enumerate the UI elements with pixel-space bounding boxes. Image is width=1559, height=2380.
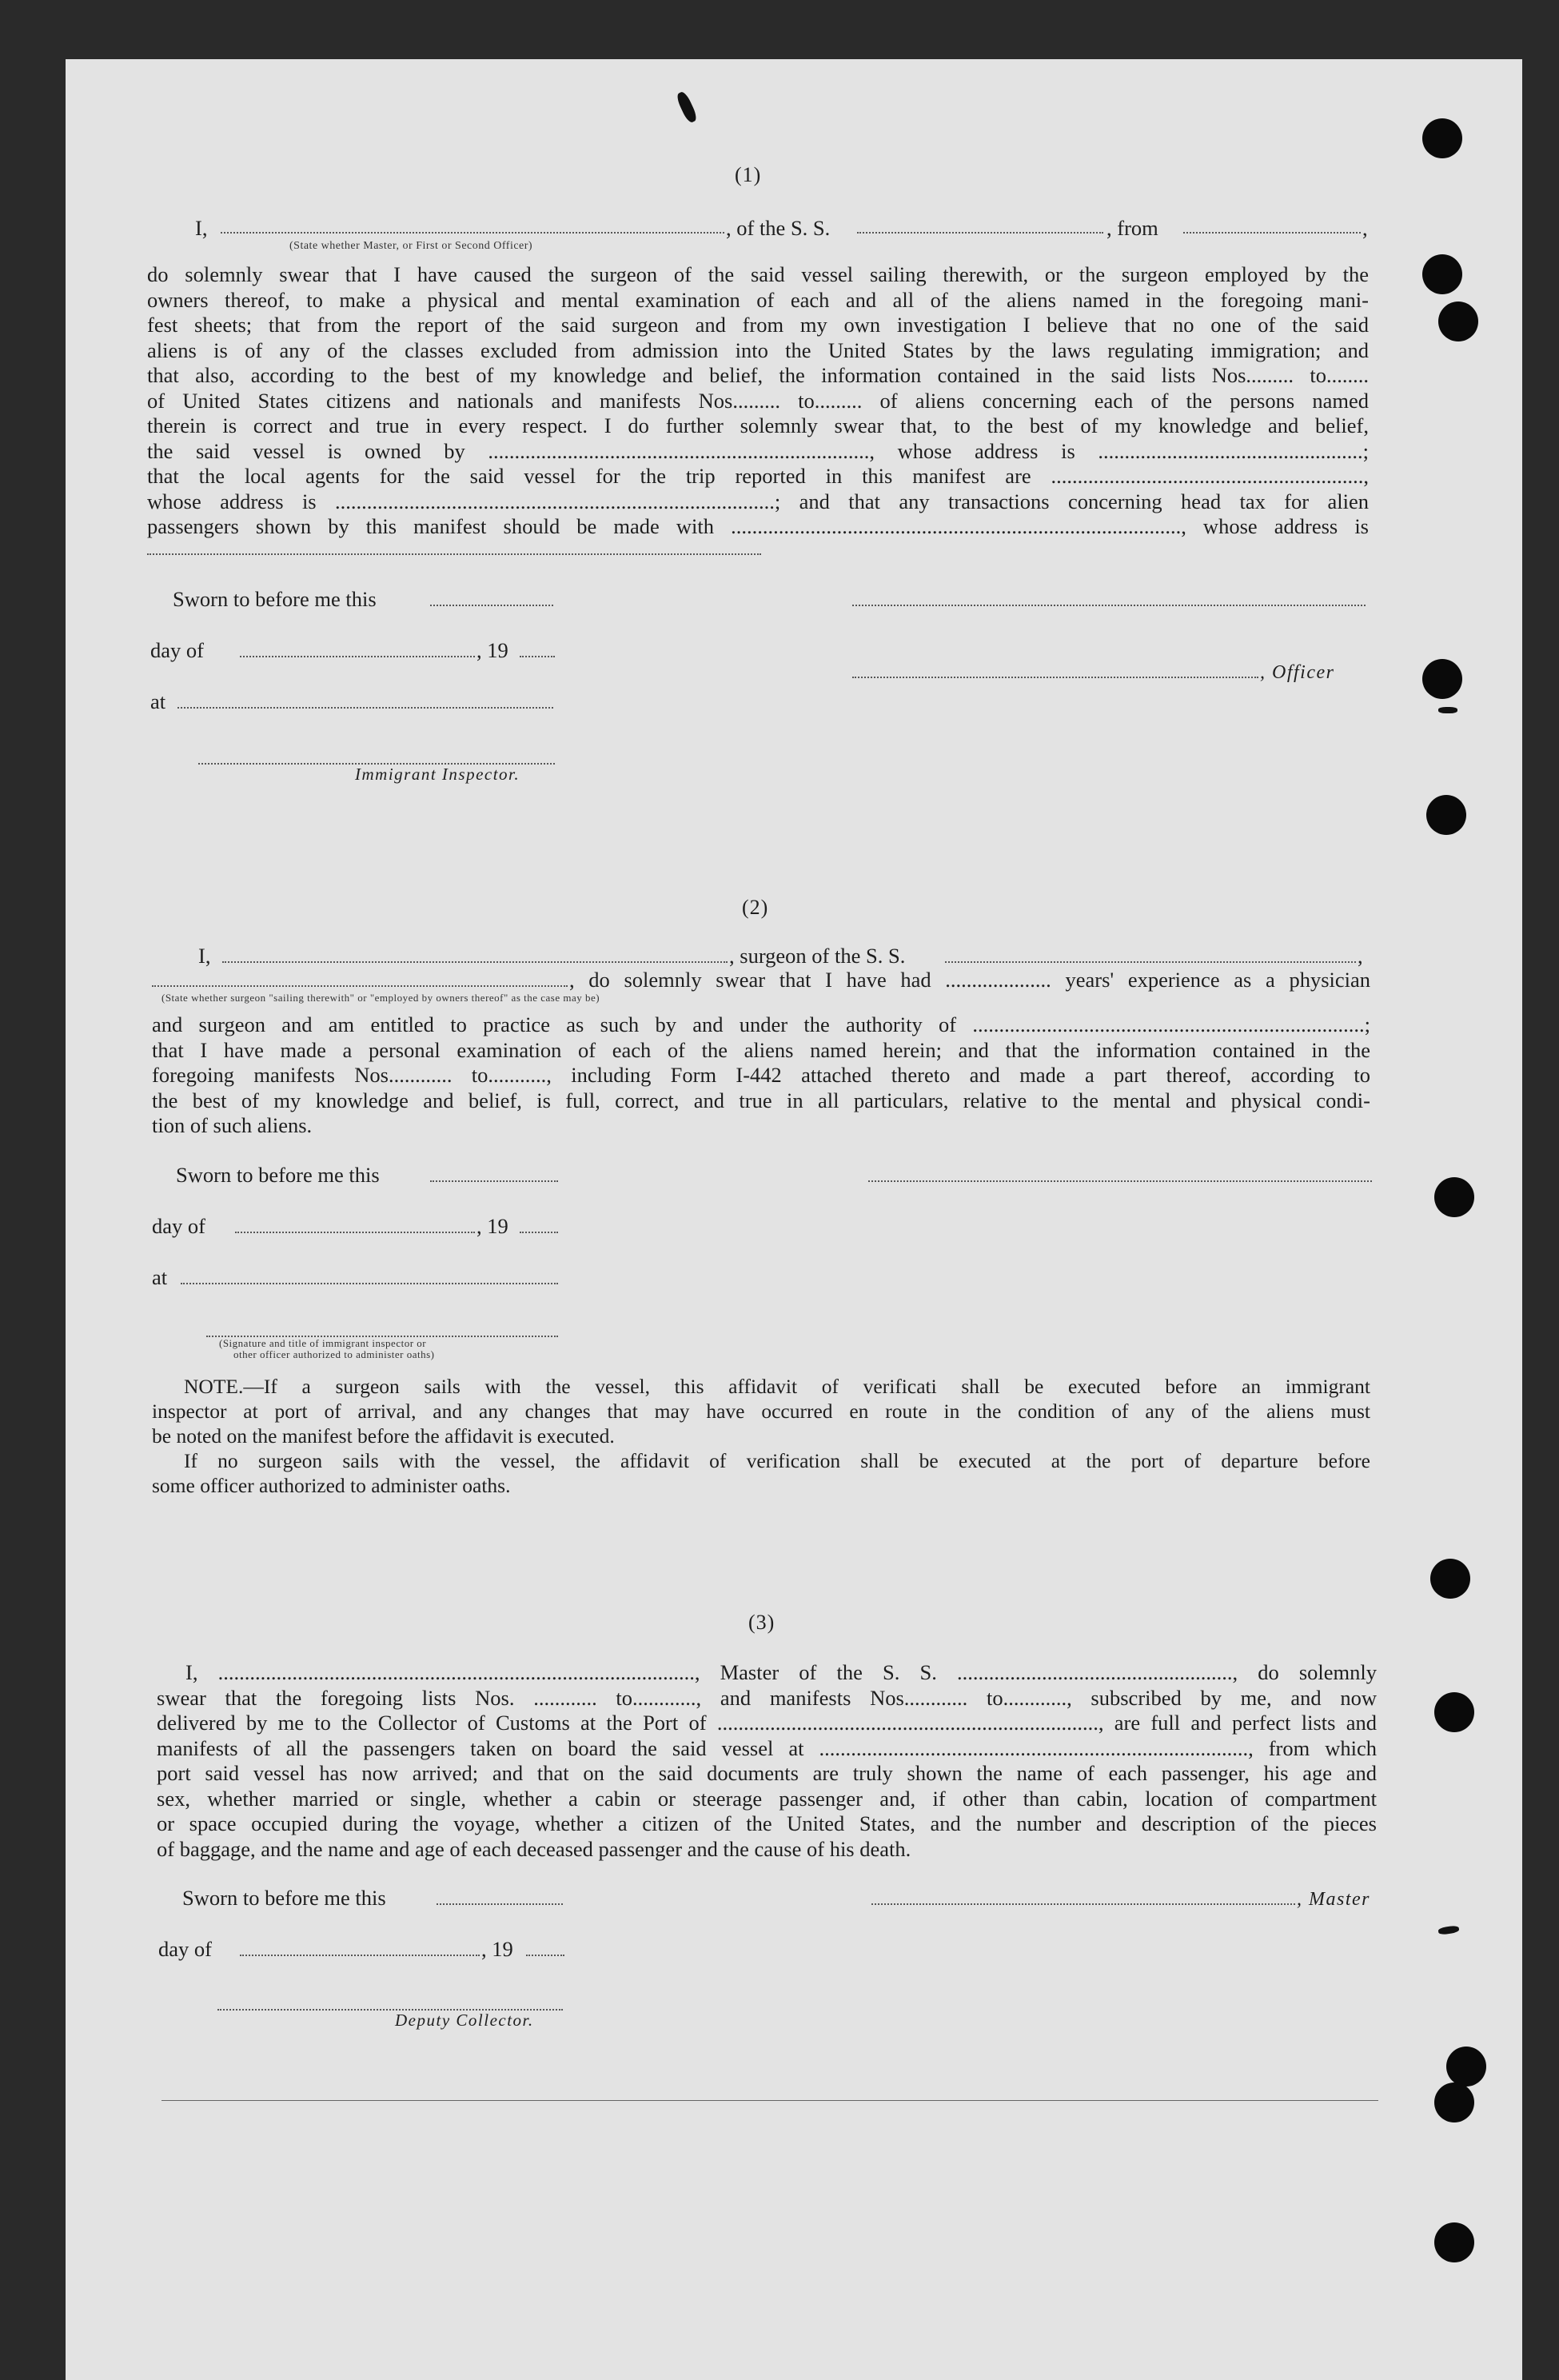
surgeon-vessel-field[interactable] — [945, 947, 1356, 963]
surgeon-signature-field[interactable] — [868, 1166, 1372, 1182]
oath-line: swear that the foregoing lists Nos. ............ to............, and manifests Nos............ to............, subscribed by me, and now — [157, 1685, 1377, 1710]
oath-line: that also, according to the best of my knowledge and belief, the information contained in the said lists Nos......... to........ — [147, 363, 1369, 387]
place-field[interactable] — [177, 693, 553, 709]
punch-hole — [1434, 1692, 1474, 1732]
master-label: , Master — [1297, 1889, 1370, 1910]
punch-hole — [1434, 2222, 1474, 2262]
heading-comma: , — [1362, 216, 1368, 240]
note-line: some officer authorized to administer oaths. — [152, 1474, 511, 1497]
sworn-label: Sworn to before me this — [176, 1163, 380, 1187]
master-signature-field[interactable] — [871, 1889, 1295, 1905]
at-label: at — [152, 1265, 168, 1289]
punch-hole — [1426, 795, 1466, 835]
vessel-name-field[interactable] — [857, 218, 1103, 234]
surgeon-experience-line: , do solemnly swear that I have had .................... years' experience as a physician — [569, 968, 1370, 992]
oath-line: or space occupied during the voyage, whether a citizen of the United States, and the number and description of the pieces — [157, 1811, 1377, 1835]
manifest-sheet — [66, 59, 1522, 2380]
note-paragraph — [152, 1374, 1370, 1498]
collector-label: Deputy Collector. — [395, 2011, 534, 2030]
at-label: at — [150, 689, 166, 713]
day-of-label: day of — [150, 638, 204, 662]
agent-address-continuation-field[interactable] — [147, 539, 761, 555]
note-line: NOTE.—If a surgeon sails with the vessel, this affidavit of verificati shall be executed before an immigrant — [184, 1375, 1370, 1398]
year-field[interactable] — [526, 1940, 564, 1956]
year-label: , 19 — [476, 1214, 508, 1238]
bottom-rule — [161, 2100, 1378, 2101]
surgeon-of-ss-label: , surgeon of the S. S. — [729, 944, 906, 968]
oath-line: of United States citizens and nationals and manifests Nos......... to......... of aliens concerning each of the persons named — [147, 388, 1369, 413]
oath-paragraph-1 — [147, 262, 1369, 540]
oath-line: whose address is ...................................................................................; and that any transactions concerning head tax for alien — [147, 489, 1369, 513]
sworn-date-field[interactable] — [430, 590, 553, 606]
day-of-label: day of — [158, 1937, 212, 1961]
collector-signature-field[interactable] — [217, 1995, 563, 2011]
oath-line: manifests of all the passengers taken on board the said vessel at ................................................................................., from which — [157, 1735, 1377, 1760]
oath-line: and surgeon and am entitled to practice as such by and under the authority of ..........................................................................; — [152, 1012, 1370, 1036]
oath-line: aliens is of any of the classes excluded from admission into the United States by the laws regulating immigration; and — [147, 337, 1369, 362]
oath-line: owners thereof, to make a physical and mental examination of each and all of the aliens named in the foregoing mani- — [147, 287, 1369, 312]
from-port-field[interactable] — [1183, 218, 1361, 234]
punch-hole — [1438, 301, 1478, 341]
oath-line: tion of such aliens. — [152, 1113, 313, 1137]
officer-name-field[interactable] — [852, 662, 1258, 678]
sworn-label: Sworn to before me this — [173, 587, 377, 611]
oath-line: therein is correct and true in every respect. I do further solemnly swear that, to the best of my knowledge and belief, — [147, 413, 1369, 437]
punch-hole — [1434, 1177, 1474, 1217]
punch-hole — [1422, 659, 1462, 699]
surgeon-i-text: I, — [198, 944, 211, 968]
surgeon-name-field[interactable] — [222, 947, 728, 963]
oath-line: I, .........................................................................................., Master of the S. S. ...................................................., do solemnly — [185, 1660, 1377, 1684]
ink-mark — [675, 90, 699, 124]
oath-line: port said vessel has now arrived; and that on the said documents are truly shown the name of each passenger, his age and — [157, 1761, 1377, 1785]
heading-comma: , — [1358, 944, 1363, 968]
officer-label: , Officer — [1260, 662, 1335, 683]
oath-line: fest sheets; that from the report of the said surgeon and from my own investigation I believe that no one of the said — [147, 313, 1369, 337]
oath-line: foregoing manifests Nos............ to..........., including Form I-442 attached thereto and made a part thereof, according to — [152, 1063, 1370, 1087]
sworn-date-field[interactable] — [430, 1166, 558, 1182]
oath-line: that I have made a personal examination of each of the aliens named herein; and that the information contained in the — [152, 1037, 1370, 1062]
officer-rank-caption: (State whether Master, or First or Second Officer) — [289, 240, 533, 252]
year-label: , 19 — [481, 1937, 513, 1961]
sworn-date-field[interactable] — [437, 1889, 563, 1905]
punch-hole — [1422, 118, 1462, 158]
officer-rank-field[interactable] — [221, 218, 724, 234]
punch-hole — [1430, 1559, 1470, 1599]
oath-i-text: I, — [195, 216, 208, 240]
oath-heading-line — [195, 216, 207, 242]
oath-line: delivered by me to the Collector of Customs at the Port of ........................................................................, are full and perfect lists and — [157, 1711, 1377, 1735]
month-field[interactable] — [240, 1940, 480, 1956]
surgeon-paragraph — [152, 1012, 1370, 1139]
of-ss-label: , of the S. S. — [726, 216, 831, 240]
inspector-signature-field[interactable] — [206, 1321, 558, 1337]
ink-mark — [1438, 707, 1457, 713]
month-field[interactable] — [235, 1217, 475, 1233]
surgeon-status-caption: (State whether surgeon "sailing therewith" or "employed by owners thereof" as the case may be) — [161, 992, 600, 1004]
note-line: be noted on the manifest before the affidavit is executed. — [152, 1424, 615, 1448]
section-number: (2) — [742, 896, 769, 919]
sworn-label: Sworn to before me this — [182, 1886, 386, 1910]
surgeon-status-field[interactable] — [152, 971, 568, 987]
signature-caption-line-2: other officer authorized to administer oaths) — [233, 1348, 435, 1360]
punch-hole — [1446, 2047, 1486, 2086]
oath-line: of baggage, and the name and age of each deceased passenger and the cause of his death. — [157, 1836, 911, 1861]
oath-line: passengers shown by this manifest should be made with ....................................................................................., whose address is — [147, 514, 1369, 538]
officer-signature-field[interactable] — [852, 590, 1366, 606]
year-label: , 19 — [476, 638, 508, 662]
punch-hole — [1434, 2082, 1474, 2122]
oath-line: do solemnly swear that I have caused the surgeon of the said vessel sailing therewith, or the surgeon employed by the — [147, 262, 1369, 286]
signature-caption-line-1: (Signature and title of immigrant inspector or — [219, 1337, 427, 1349]
punch-hole — [1422, 254, 1462, 294]
oath-line: the best of my knowledge and belief, is full, correct, and true in all particulars, relative to the mental and physical condi- — [152, 1088, 1370, 1112]
year-field[interactable] — [520, 641, 555, 657]
master-paragraph — [157, 1660, 1377, 1862]
place-field[interactable] — [181, 1268, 558, 1284]
ink-mark — [1438, 1925, 1460, 1935]
month-field[interactable] — [240, 641, 475, 657]
inspector-signature-field[interactable] — [198, 749, 555, 765]
from-label: , from — [1106, 216, 1158, 240]
note-line: inspector at port of arrival, and any changes that may have occurred en route in the condition of any of the aliens must — [152, 1400, 1370, 1423]
inspector-label: Immigrant Inspector. — [355, 765, 520, 784]
day-of-label: day of — [152, 1214, 205, 1238]
oath-line: the said vessel is owned by ........................................................................, whose address is ..................................................; — [147, 438, 1369, 463]
oath-line: that the local agents for the said vessel for the trip reported in this manifest are ..........................................................., — [147, 464, 1369, 488]
section-number: (3) — [748, 1611, 776, 1634]
oath-line: sex, whether married or single, whether a cabin or steerage passenger and, if other than cabin, location of compartment — [157, 1786, 1377, 1811]
note-line: If no surgeon sails with the vessel, the affidavit of verification shall be executed at the port of departure before — [184, 1449, 1370, 1472]
section-number: (1) — [735, 163, 762, 186]
year-field[interactable] — [520, 1217, 558, 1233]
